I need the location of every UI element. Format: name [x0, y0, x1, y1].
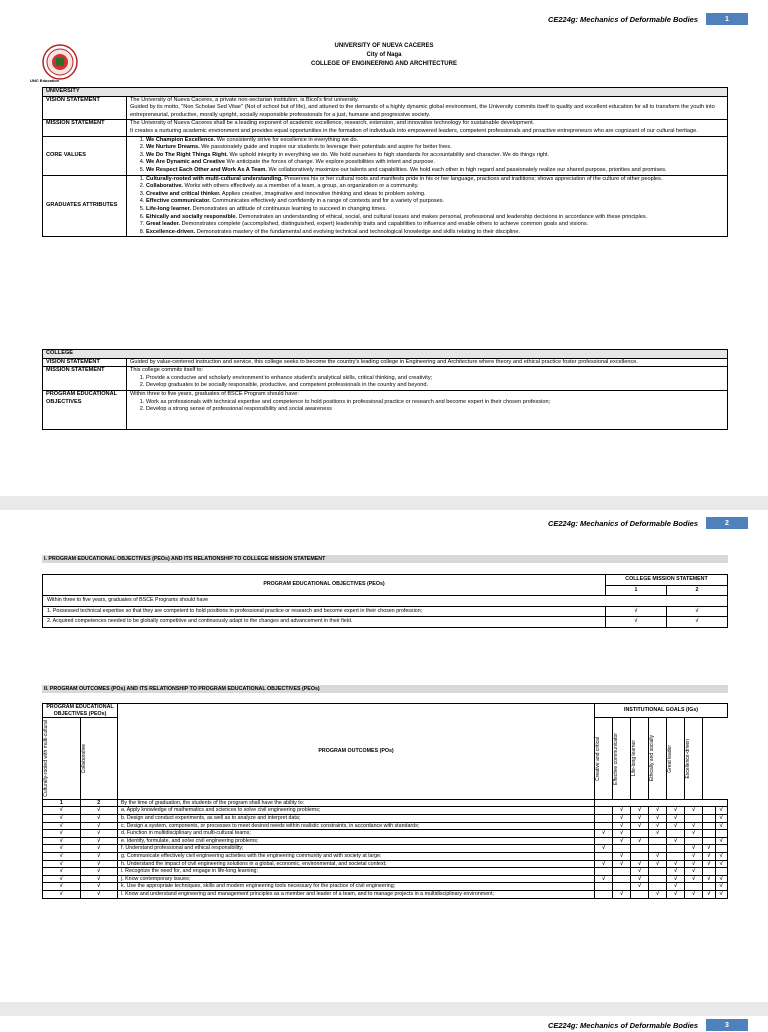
check-cell: [649, 883, 667, 891]
po-text: b. Design and conduct experiments, as well as to analyze and interpret data;: [118, 815, 595, 823]
university-table: [42, 87, 728, 237]
core-value-item-title: We Champion Excellence.: [146, 136, 216, 143]
ig-header: [685, 718, 703, 800]
check-cell: √: [80, 853, 118, 861]
check-cell: √: [685, 891, 703, 899]
core-value-item: [146, 167, 724, 175]
column-header: 2: [667, 585, 728, 596]
core-value-item: [146, 159, 724, 167]
column-header: PROGRAM EDUCATIONAL OBJECTIVES (PEOs): [43, 575, 606, 596]
ig-header: [667, 718, 685, 800]
table-row: [43, 883, 728, 891]
check-cell: √: [631, 837, 649, 845]
po-text: h. Understand the impact of civil engineering solutions in a global, economic, environmental, and societal context;: [118, 860, 595, 868]
check-cell: √: [80, 868, 118, 876]
check-cell: √: [715, 815, 727, 823]
course-title: CE224g: Mechanics of Deformable Bodies: [547, 14, 698, 24]
check-cell: √: [43, 875, 81, 883]
check-cell: √: [685, 853, 703, 861]
check-cell: √: [606, 606, 667, 617]
po-rows: [43, 807, 728, 898]
peo-intro: Within three to five years, graduates of BSCE Program should have:: [130, 390, 299, 397]
row-label: CORE VALUES: [43, 136, 127, 175]
check-cell: √: [667, 837, 685, 845]
column-header: INSTITUTIONAL GOALS (IGs): [595, 704, 728, 718]
check-cell: [595, 837, 613, 845]
college-table: [42, 349, 728, 430]
check-cell: [595, 815, 613, 823]
college-mission: [127, 367, 728, 391]
graduate-attribute-item-text: Works with others effectively as a member of a team, a group, an organization or a community.: [183, 183, 419, 190]
check-cell: [649, 875, 667, 883]
po-text: l. Know and understand engineering and management principles as a member and leader of a team, and to manage projects in a multidisciplinary environment;: [118, 891, 595, 899]
table-row: [43, 868, 728, 876]
check-cell: √: [43, 891, 81, 899]
graduate-attribute-item-title: Culturally-rooted with multi-cultural understanding.: [146, 175, 283, 182]
mission-intro: This college commits itself to:: [130, 367, 204, 374]
page-number: 2: [706, 517, 748, 529]
table-row: [43, 860, 728, 868]
check-cell: √: [43, 883, 81, 891]
core-value-item: [146, 137, 724, 145]
table-row: [43, 617, 728, 628]
page-break: [0, 1002, 768, 1016]
po-intro: By the time of graduation, the students of the program shall have the ability to:: [118, 799, 595, 807]
po-ig-table: [42, 703, 728, 899]
graduate-attributes-list: [130, 176, 724, 237]
check-cell: [703, 830, 715, 838]
page-header: [548, 516, 748, 530]
check-cell: [715, 845, 727, 853]
po-text: c. Design a system, components, or processes to meet desired needs within realistic constraints, in accordance with standards;: [118, 822, 595, 830]
row-label: VISION STATEMENT: [43, 358, 127, 367]
check-cell: √: [43, 853, 81, 861]
check-cell: [613, 883, 631, 891]
check-cell: √: [715, 822, 727, 830]
graduate-attributes: [127, 175, 728, 237]
check-cell: √: [606, 617, 667, 628]
check-cell: √: [613, 853, 631, 861]
graduate-attribute-item-title: Excellence-driven.: [146, 228, 196, 235]
check-cell: √: [613, 815, 631, 823]
column-header: COLLEGE MISSION STATEMENT: [606, 575, 728, 586]
table-row: [43, 606, 728, 617]
check-cell: [595, 853, 613, 861]
check-cell: √: [649, 807, 667, 815]
po-text: j. Know contemporary issues;: [118, 875, 595, 883]
city-name: City of Naga: [366, 52, 402, 58]
page-break: [0, 496, 768, 510]
check-cell: √: [631, 807, 649, 815]
check-cell: [703, 837, 715, 845]
section-title: I. PROGRAM EDUCATIONAL OBJECTIVES (PEOs) AND ITS RELATIONSHIP TO COLLEGE MISSION STATEMENT: [42, 555, 728, 563]
po-text: a. Apply knowledge of mathematics and sciences to solve civil engineering problems;: [118, 807, 595, 815]
check-cell: √: [613, 837, 631, 845]
check-cell: √: [649, 815, 667, 823]
check-cell: √: [667, 860, 685, 868]
check-cell: √: [703, 891, 715, 899]
po-text: g. Communicate effectively civil engineering activities with the engineering community and with society at large;: [118, 853, 595, 861]
check-cell: √: [631, 815, 649, 823]
core-value-item-text: We anticipate the forces of change. We explore possibilities with intent and purpose.: [224, 159, 435, 166]
college-peo-list: [130, 399, 724, 414]
check-cell: √: [667, 807, 685, 815]
ig-header-text: Excellence-driven: [685, 738, 692, 779]
university-name: UNIVERSITY OF NUEVA CACERES: [334, 43, 434, 49]
ig-header-text: Culturally-rooted with multi-cultural: [43, 720, 49, 797]
check-cell: [631, 853, 649, 861]
mission-text: It creates a nurturing academic environment and provides equal opportunities in the formation of individuals into empowered leaders, competent professionals and proactive entrepreneurs who are cognizant of our cultural heritage.: [130, 127, 698, 134]
check-cell: [595, 891, 613, 899]
table-row: [43, 875, 728, 883]
check-cell: [649, 837, 667, 845]
po-text: f. Understand professional and ethical responsibility;: [118, 845, 595, 853]
check-cell: √: [715, 807, 727, 815]
peo-text: 1. Possessed technical expertise so that they are competent to hold positions in professional practice or research and become expert in their chosen profession;: [43, 606, 606, 617]
graduate-attribute-item-text: Communicates effectively and confidently in a range of contexts and for a variety of purposes.: [210, 198, 445, 205]
college-peo: [127, 390, 728, 429]
check-cell: √: [667, 868, 685, 876]
ig-header: [649, 718, 667, 800]
check-cell: √: [631, 822, 649, 830]
check-cell: √: [631, 860, 649, 868]
check-cell: √: [703, 853, 715, 861]
check-cell: [703, 815, 715, 823]
ig-header-text: Effective communicator: [613, 732, 620, 785]
check-cell: √: [667, 815, 685, 823]
check-cell: √: [80, 837, 118, 845]
check-cell: √: [667, 617, 728, 628]
check-cell: √: [667, 891, 685, 899]
graduate-attribute-item-text: Demonstrates an understanding of ethical, social, and cultural issues and makes personal, professional and leadership decisions in accordance with these principles.: [237, 213, 648, 220]
check-cell: √: [715, 860, 727, 868]
check-cell: √: [715, 853, 727, 861]
column-header: 2: [80, 799, 118, 807]
check-cell: √: [613, 860, 631, 868]
peo-item: 1. Work as professionals with technical expertise and competence to hold positions in professional practice or research and become expert in their chosen profession;: [146, 399, 724, 407]
graduate-attribute-item-text: Preserves his or her cultural roots and manifests pride in his or her language, practices and traditions; shows appreciation of the culture of other peoples.: [282, 175, 663, 182]
check-cell: √: [43, 868, 81, 876]
table-row: [43, 822, 728, 830]
table-row: [43, 837, 728, 845]
check-cell: [649, 845, 667, 853]
check-cell: [715, 830, 727, 838]
check-cell: [715, 868, 727, 876]
column-header: 1: [43, 799, 81, 807]
check-cell: √: [613, 830, 631, 838]
check-cell: √: [613, 822, 631, 830]
check-cell: √: [685, 822, 703, 830]
ig-header-text: Collaborative: [80, 743, 87, 774]
core-value-item-text: We collaboratively maximize our talents and capabilities. We hold each other in high regard and passionately realize our shared purpose, priorities and promises.: [266, 166, 667, 173]
check-cell: [631, 891, 649, 899]
check-cell: √: [703, 845, 715, 853]
column-header: 1: [606, 585, 667, 596]
college-name: COLLEGE OF ENGINEERING AND ARCHITECTURE: [311, 61, 457, 67]
check-cell: [595, 822, 613, 830]
mission-item: 2. Develop graduates to be socially responsible, productive, and competent professionals in the country and beyond.: [146, 382, 724, 390]
check-cell: [685, 815, 703, 823]
university-vision: [127, 96, 728, 120]
check-cell: √: [631, 883, 649, 891]
check-cell: √: [595, 845, 613, 853]
core-value-item-title: We Do The Right Things Right.: [146, 151, 228, 158]
check-cell: √: [631, 868, 649, 876]
row-label: MISSION STATEMENT: [43, 120, 127, 136]
peo-mission-table: [42, 574, 728, 628]
table-row: [43, 853, 728, 861]
core-value-item-text: We uphold integrity in everything we do. We hold ourselves to high standards for accountability and character. We do things right.: [227, 151, 550, 158]
graduate-attribute-item: [146, 221, 724, 229]
core-value-item-text: We consistently strive for excellence in everything we do.: [215, 136, 359, 143]
core-value-item: [146, 152, 724, 160]
ig-spacer: [595, 799, 728, 807]
institution-header: [0, 42, 768, 69]
check-cell: √: [715, 837, 727, 845]
section-label: COLLEGE: [43, 350, 728, 359]
course-title: CE224g: Mechanics of Deformable Bodies: [547, 518, 698, 528]
table-row: [43, 845, 728, 853]
column-header: PROGRAM OUTCOMES (POs): [118, 704, 595, 800]
peo-rows: [43, 606, 728, 627]
course-title: CE224g: Mechanics of Deformable Bodies: [547, 1020, 698, 1030]
college-vision: Guided by value-centered instruction and service, this college seeks to become the country's leading college in Engineering and Architecture where theory and ethical practice foster professional excellence.: [127, 358, 728, 367]
core-value-item: [146, 144, 724, 152]
check-cell: √: [613, 891, 631, 899]
logo-caption: UNC Education: [30, 78, 60, 83]
check-cell: √: [649, 891, 667, 899]
check-cell: √: [685, 860, 703, 868]
row-label: VISION STATEMENT: [43, 96, 127, 120]
ig-header-text: Great leader: [667, 744, 674, 773]
ig-header: [80, 718, 118, 800]
check-cell: √: [43, 822, 81, 830]
table-intro: Within three to five years, graduates of BSCE Programs should have: [43, 596, 728, 607]
check-cell: √: [715, 891, 727, 899]
check-cell: √: [649, 853, 667, 861]
check-cell: [667, 845, 685, 853]
graduate-attribute-item-title: Creative and critical thinker.: [146, 190, 221, 197]
check-cell: √: [685, 868, 703, 876]
graduate-attribute-item-text: Applies creative, imaginative and innovative thinking and ideas to problem solving.: [220, 190, 426, 197]
section-label: UNIVERSITY: [43, 88, 728, 97]
check-cell: √: [649, 830, 667, 838]
check-cell: [703, 822, 715, 830]
vision-text: Guided by its motto, "Non Scholae Sed Vitae" (Not of school but of life), and attuned to the demands of a highly dynamic global environment, the University commits itself to quality and excellent education for all to transform the youth into entrepreneurial, productive, morally upright, socially responsible professionals for a just, humane and progressive society.: [130, 104, 715, 118]
check-cell: √: [667, 875, 685, 883]
graduate-attribute-item-title: Collaborative.: [146, 183, 183, 190]
core-value-item-title: We Are Dynamic and Creative: [146, 159, 225, 166]
check-cell: [631, 845, 649, 853]
check-cell: √: [685, 830, 703, 838]
core-values-list: [130, 137, 724, 175]
graduate-attribute-item: [146, 183, 724, 191]
check-cell: [703, 883, 715, 891]
check-cell: √: [595, 875, 613, 883]
check-cell: √: [649, 822, 667, 830]
check-cell: √: [43, 807, 81, 815]
check-cell: √: [43, 830, 81, 838]
check-cell: [703, 807, 715, 815]
college-mission-list: [130, 375, 724, 390]
core-value-item-title: We Respect Each Other and Work As A Team.: [146, 166, 267, 173]
check-cell: √: [595, 830, 613, 838]
po-text: k. Use the appropriate techniques, skills and modern engineering tools necessary for the practice of civil engineering;: [118, 883, 595, 891]
check-cell: √: [685, 875, 703, 883]
graduate-attribute-item-text: Demonstrates complete (accomplished, distinguished, expert) leadership traits and capabilities to influence and enable others to achieve common goals and visions.: [179, 221, 589, 228]
check-cell: √: [43, 845, 81, 853]
ig-header-text: Creative and critical: [595, 736, 602, 781]
page-header: [548, 1018, 748, 1032]
row-label: GRADUATES ATTRIBUTES: [43, 175, 127, 237]
mission-text: The University of Nueva Caceres shall be a leading exponent of academic excellence, research, extension, and innovative technology for sustainable development.: [130, 120, 535, 127]
check-cell: √: [613, 807, 631, 815]
check-cell: √: [703, 875, 715, 883]
column-header: PROGRAM EDUCATIONAL OBJECTIVES (PEOs): [43, 704, 118, 718]
peo-item: 2. Develop a strong sense of professional responsibility and social awareness: [146, 406, 724, 414]
page-header: [548, 12, 748, 26]
check-cell: [649, 868, 667, 876]
check-cell: √: [649, 860, 667, 868]
ig-header: [613, 718, 631, 800]
po-text: i. Recognize the need for, and engage in life-long learning;: [118, 868, 595, 876]
graduate-attribute-item: [146, 176, 724, 184]
ig-header-text: Life-long learner: [631, 740, 638, 777]
check-cell: √: [43, 837, 81, 845]
university-mission: [127, 120, 728, 136]
check-cell: √: [667, 822, 685, 830]
graduate-attribute-item: [146, 229, 724, 237]
po-text: e. Identify, formulate, and solve civil engineering problems;: [118, 837, 595, 845]
graduate-attribute-item: [146, 206, 724, 214]
check-cell: [613, 875, 631, 883]
table-row: [43, 807, 728, 815]
graduate-attribute-item-title: Ethically and socially responsible.: [146, 213, 238, 220]
check-cell: √: [80, 815, 118, 823]
check-cell: [631, 830, 649, 838]
vision-text: The University of Nueva Caceres, a private non-sectarian institution, is Bicol's first university.: [130, 96, 359, 103]
core-values: [127, 136, 728, 175]
check-cell: [595, 883, 613, 891]
check-cell: √: [43, 815, 81, 823]
check-cell: √: [715, 883, 727, 891]
check-cell: √: [80, 875, 118, 883]
check-cell: √: [703, 860, 715, 868]
graduate-attribute-item-text: Demonstrates mastery of the fundamental and evolving technical and technological knowledge and skills relating to their discipline.: [195, 228, 521, 235]
section-title: II. PROGRAM OUTCOMES (POs) AND ITS RELATIONSHIP TO PROGRAM EDUCATIONAL OBJECTIVES (PEOs): [42, 685, 728, 693]
graduate-attribute-item: [146, 214, 724, 222]
graduate-attribute-item: [146, 191, 724, 199]
check-cell: √: [631, 875, 649, 883]
check-cell: √: [715, 875, 727, 883]
check-cell: √: [685, 845, 703, 853]
table-row: [43, 830, 728, 838]
check-cell: √: [685, 807, 703, 815]
check-cell: [685, 883, 703, 891]
check-cell: [685, 837, 703, 845]
po-text: d. Function in multidisciplinary and multi-cultural teams;: [118, 830, 595, 838]
graduate-attribute-item-title: Great leader.: [146, 221, 180, 228]
check-cell: √: [667, 883, 685, 891]
graduate-attribute-item: [146, 198, 724, 206]
ig-header: [43, 718, 81, 800]
check-cell: √: [595, 860, 613, 868]
page-number: 3: [706, 1019, 748, 1031]
check-cell: √: [80, 807, 118, 815]
check-cell: [595, 807, 613, 815]
row-label: PROGRAM EDUCATIONAL OBJECTIVES: [43, 390, 127, 429]
check-cell: √: [80, 883, 118, 891]
check-cell: [667, 853, 685, 861]
ig-header: [595, 718, 613, 800]
check-cell: [703, 868, 715, 876]
check-cell: √: [43, 860, 81, 868]
check-cell: √: [80, 860, 118, 868]
ig-header: [631, 718, 649, 800]
peo-text: 2. Acquired competences needed to be globally competitive and continuously adapt to the changes and advancement in their field.: [43, 617, 606, 628]
table-row: [43, 815, 728, 823]
graduate-attribute-item-text: Demonstrates an attitude of continuous learning to succeed in changing times.: [191, 205, 387, 212]
row-label: MISSION STATEMENT: [43, 367, 127, 391]
check-cell: √: [667, 606, 728, 617]
ig-header-text: Ethically and socially: [649, 735, 656, 782]
check-cell: [595, 868, 613, 876]
table-row: [43, 891, 728, 899]
check-cell: [613, 845, 631, 853]
page-number: 1: [706, 13, 748, 25]
check-cell: √: [80, 845, 118, 853]
check-cell: √: [80, 830, 118, 838]
graduate-attribute-item-title: Life-long learner.: [146, 205, 192, 212]
core-value-item-title: We Nurture Dreams.: [146, 144, 200, 151]
check-cell: [667, 830, 685, 838]
check-cell: [613, 868, 631, 876]
check-cell: √: [80, 891, 118, 899]
graduate-attribute-item-title: Effective communicator.: [146, 198, 211, 205]
check-cell: √: [80, 822, 118, 830]
core-value-item-text: We passionately guide and inspire our students to leverage their potentials and aspire for better lives.: [199, 144, 452, 151]
mission-item: 1. Provide a conducive and scholarly environment to enhance student's analytical skills, critical thinking, and creativity;: [146, 375, 724, 383]
